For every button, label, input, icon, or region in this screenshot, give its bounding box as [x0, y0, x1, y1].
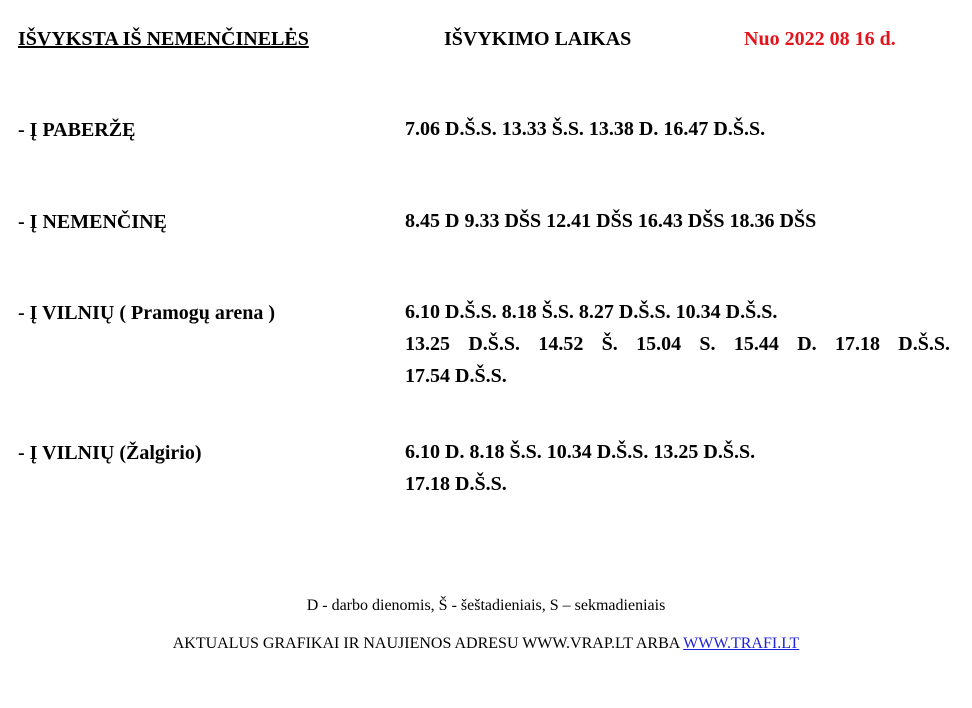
route-vilnius-arena-times: [405, 296, 950, 392]
time-line: 13.25 D.Š.S. 14.52 Š. 15.04 S. 15.44 D. 17.18 D.Š.S.: [405, 333, 950, 355]
valid-from-date: Nuo 2022 08 16 d.: [744, 28, 896, 50]
time-line: 17.54 D.Š.S.: [405, 365, 507, 387]
trafi-link[interactable]: WWW.TRAFI.LT: [683, 635, 800, 652]
time-line: 7.06 D.Š.S. 13.33 Š.S. 13.38 D. 16.47 D.Š.S.: [405, 118, 766, 140]
departure-title: IŠVYKSTA IŠ NEMENČINELĖS: [18, 28, 309, 50]
info-line: [0, 635, 972, 653]
route-nemencine-times: [405, 205, 950, 237]
info-text: AKTUALUS GRAFIKAI IR NAUJIENOS ADRESU WWW.VRAP.LT ARBA: [172, 635, 680, 652]
route-vilnius-zalgirio-destination: - Į VILNIŲ (Žalgirio): [18, 442, 202, 464]
time-line: 6.10 D.Š.S. 8.18 Š.S. 8.27 D.Š.S. 10.34 D.Š.S.: [405, 301, 778, 323]
route-nemencine-destination: - Į NEMENČINĘ: [18, 211, 167, 233]
route-paberze-destination: - Į PABERŽĘ: [18, 119, 136, 141]
departure-time-heading: IŠVYKIMO LAIKAS: [444, 28, 632, 50]
time-line: 6.10 D. 8.18 Š.S. 10.34 D.Š.S. 13.25 D.Š.S.: [405, 441, 756, 463]
route-vilnius-zalgirio-times: [405, 436, 950, 500]
abbreviation-legend: D - darbo dienomis, Š - šeštadieniais, S – sekmadieniais: [306, 597, 666, 614]
time-line: 17.18 D.Š.S.: [405, 473, 507, 495]
route-vilnius-arena-destination: - Į VILNIŲ ( Pramogų arena ): [18, 302, 276, 324]
time-line: 8.45 D 9.33 DŠS 12.41 DŠS 16.43 DŠS 18.36 DŠS: [405, 210, 817, 232]
route-paberze-times: [405, 113, 950, 145]
